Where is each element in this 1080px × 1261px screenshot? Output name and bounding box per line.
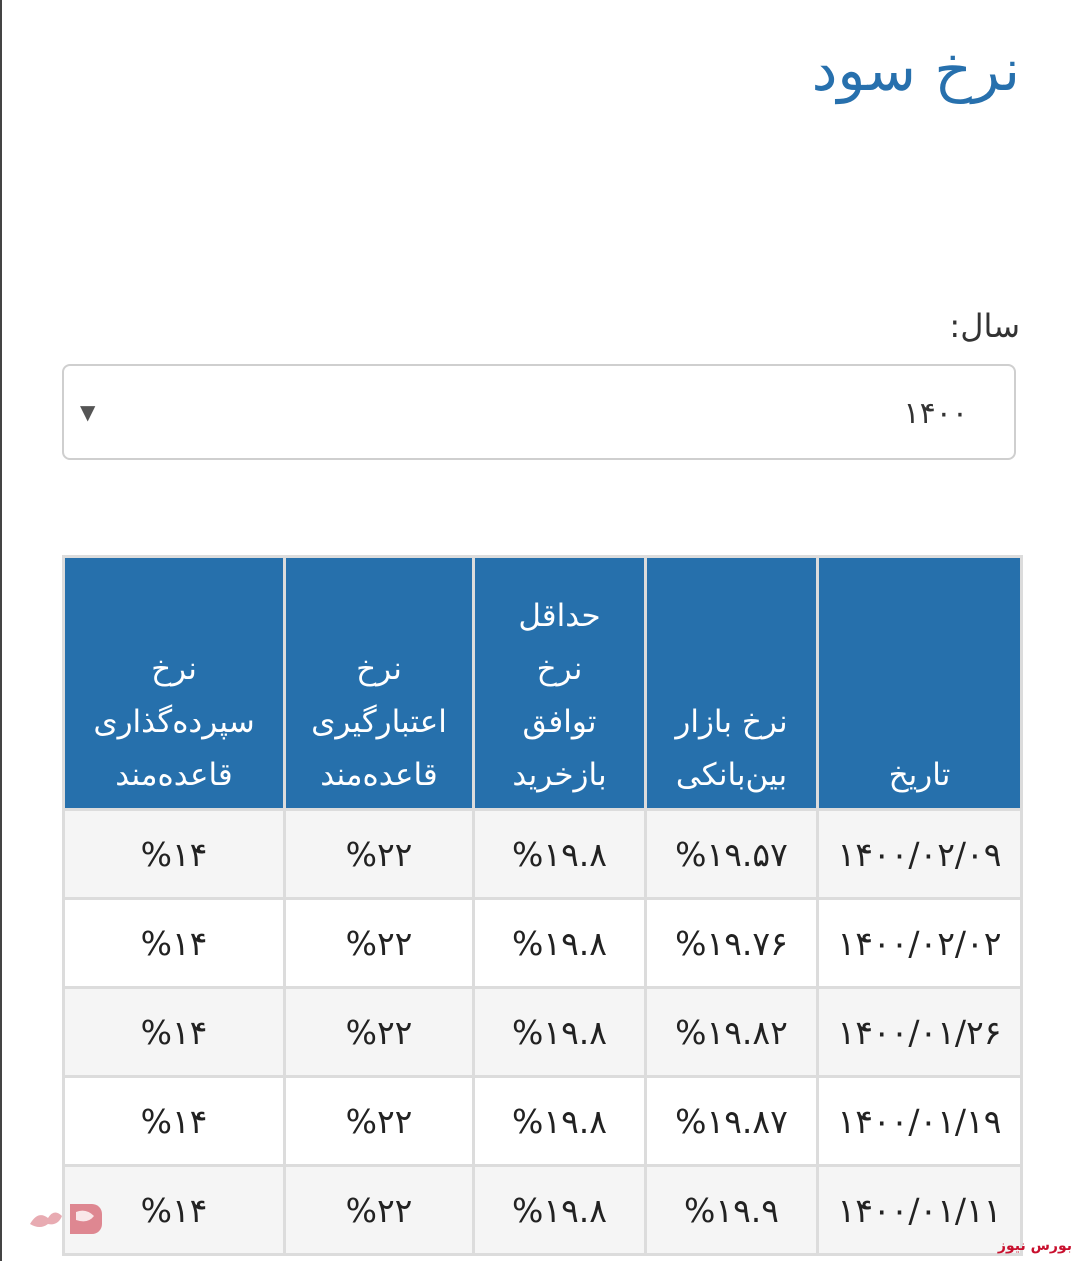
cell-interbank-rate: %۱۹.۵۷ — [646, 810, 818, 899]
cell-standing-deposit-rate: %۱۴ — [64, 810, 285, 899]
header-date: تاریخ — [818, 557, 1022, 810]
cell-min-repo-rate: %۱۹.۸ — [474, 810, 646, 899]
cell-min-repo-rate: %۱۹.۸ — [474, 1077, 646, 1166]
header-min-repo-rate: حداقل نرخ توافق بازخرید — [474, 557, 646, 810]
interest-rate-table — [62, 555, 1023, 1256]
year-label: سال: — [949, 307, 1020, 345]
table-row — [64, 1077, 1022, 1166]
bourse-news-logo-icon — [26, 1198, 106, 1238]
cell-date: ۱۴۰۰/۰۱/۱۹ — [818, 1077, 1022, 1166]
cell-date: ۱۴۰۰/۰۲/۰۹ — [818, 810, 1022, 899]
table-row — [64, 899, 1022, 988]
cell-min-repo-rate: %۱۹.۸ — [474, 988, 646, 1077]
left-border — [0, 0, 2, 1261]
table-header-row — [64, 557, 1022, 810]
triangle-down-icon[interactable]: ▼ — [80, 400, 96, 424]
year-select-value: ۱۴۰۰ — [903, 396, 968, 431]
cell-date: ۱۴۰۰/۰۱/۱۱ — [818, 1166, 1022, 1255]
cell-min-repo-rate: %۱۹.۸ — [474, 899, 646, 988]
cell-standing-credit-rate: %۲۲ — [285, 1077, 474, 1166]
cell-standing-deposit-rate: %۱۴ — [64, 899, 285, 988]
table-row — [64, 1166, 1022, 1255]
table-row — [64, 988, 1022, 1077]
cell-min-repo-rate: %۱۹.۸ — [474, 1166, 646, 1255]
watermark-text: بورس نیوز — [997, 1238, 1072, 1254]
cell-interbank-rate: %۱۹.۷۶ — [646, 899, 818, 988]
cell-standing-credit-rate: %۲۲ — [285, 988, 474, 1077]
header-standing-deposit-rate: نرخ سپرده‌گذاری قاعده‌مند — [64, 557, 285, 810]
table-row — [64, 810, 1022, 899]
cell-standing-credit-rate: %۲۲ — [285, 899, 474, 988]
year-select[interactable] — [62, 364, 1016, 460]
cell-date: ۱۴۰۰/۰۱/۲۶ — [818, 988, 1022, 1077]
cell-standing-deposit-rate: %۱۴ — [64, 988, 285, 1077]
header-interbank-rate: نرخ بازار بین‌بانکی — [646, 557, 818, 810]
cell-standing-deposit-rate: %۱۴ — [64, 1166, 285, 1255]
cell-standing-credit-rate: %۲۲ — [285, 1166, 474, 1255]
header-standing-credit-rate: نرخ اعتبارگیری قاعده‌مند — [285, 557, 474, 810]
cell-interbank-rate: %۱۹.۸۷ — [646, 1077, 818, 1166]
page-title: نرخ سود — [811, 36, 1020, 104]
cell-date: ۱۴۰۰/۰۲/۰۲ — [818, 899, 1022, 988]
cell-standing-deposit-rate: %۱۴ — [64, 1077, 285, 1166]
cell-standing-credit-rate: %۲۲ — [285, 810, 474, 899]
cell-interbank-rate: %۱۹.۹ — [646, 1166, 818, 1255]
cell-interbank-rate: %۱۹.۸۲ — [646, 988, 818, 1077]
